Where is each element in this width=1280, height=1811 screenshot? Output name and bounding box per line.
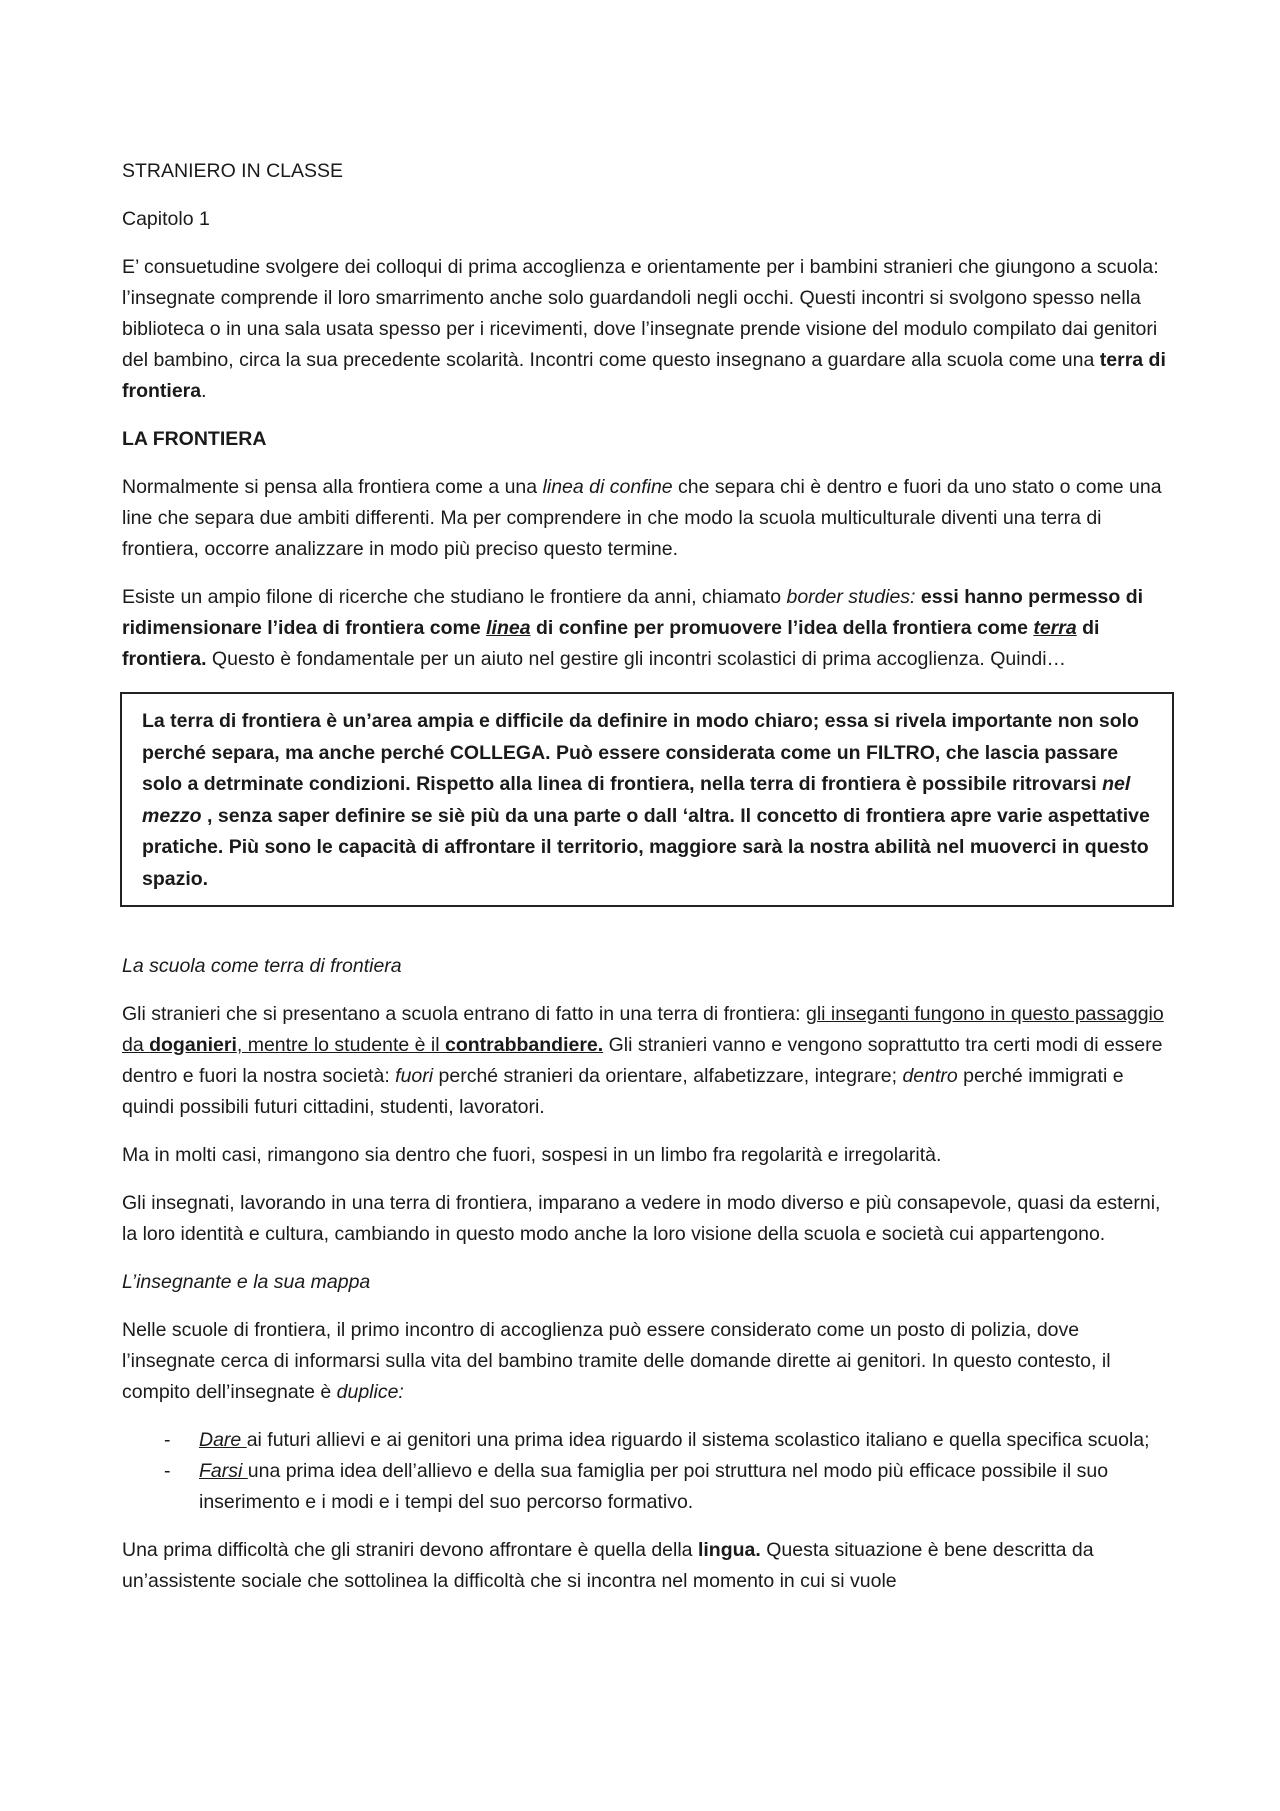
document-title: STRANIERO IN CLASSE [122, 160, 344, 182]
duties-list [122, 1425, 1172, 1518]
intro-paragraph: E’ consuetudine svolgere dei colloqui di prima accoglienza e orientamente per i bambini stranieri che giungono a scuola: l’insegnate comprende il loro smarrimento anche solo guardandoli negli occhi. Questi incontri si svolgono spesso nella biblioteca o in una sala usata spesso per i ricevimenti, dove l’insegnate prende visione del modulo compilato dai genitori del bambino, circa la sua precedente scolarità. Incontri come questo insegnano a guardare alla scuola come una terra di frontiera. [122, 256, 1166, 402]
section-heading-scuola: La scuola come terra di frontiera [122, 955, 402, 977]
section-heading-frontiera: LA FRONTIERA [122, 428, 267, 450]
paragraph-scuola-2: Ma in molti casi, rimangono sia dentro che fuori, sospesi in un limbo fra regolarità e irregolarità. [122, 1144, 942, 1166]
list-item: - Farsi una prima idea dell’allievo e della sua famiglia per poi struttura nel modo più efficace possibile il suo inserimento e i modi e i tempi del suo percorso formativo. [122, 1456, 1172, 1518]
paragraph-scuola-3: Gli insegnati, lavorando in una terra di frontiera, imparano a vedere in modo diverso e più consapevole, quasi da esterni, la loro identità e cultura, cambiando in questo modo anche la loro visione della scuola e società cui appartengono. [122, 1192, 1161, 1245]
chapter-label: Capitolo 1 [122, 208, 210, 230]
definition-box: La terra di frontiera è un’area ampia e difficile da definire in modo chiaro; essa si rivela importante non solo perché separa, ma anche perché COLLEGA. Può essere considerata come un FILTRO, che lascia passare solo a detrminate condizioni. Rispetto alla linea di frontiera, nella terra di frontiera è possibile ritrovarsi nel mezzo , senza saper definire se siè più da una parte o dall ‘altra. Il concetto di frontiera apre varie aspettative pratiche. Più sono le capacità di affrontare il territorio, maggiore sarà la nostra abilità nel muoverci in questo spazio. [120, 692, 1174, 907]
paragraph-mappa-2: Una prima difficoltà che gli straniri devono affrontare è quella della lingua. Questa situazione è bene descritta da un’assistente sociale che sottolinea la difficoltà che si incontra nel momento in cui si vuole [122, 1539, 1094, 1592]
list-item: - Dare ai futuri allievi e ai genitori una prima idea riguardo il sistema scolastico italiano e quella specifica scuola; [122, 1425, 1172, 1456]
paragraph-frontiera-1: Normalmente si pensa alla frontiera come a una linea di confine che separa chi è dentro e fuori da uno stato o come una line che separa due ambiti differenti. Ma per comprendere in che modo la scuola multiculturale diventi una terra di frontiera, occorre analizzare in modo più preciso questo termine. [122, 476, 1162, 560]
paragraph-scuola-1: Gli stranieri che si presentano a scuola entrano di fatto in una terra di frontiera: gli inseganti fungono in questo passaggio da doganieri, mentre lo studente è il contrabbandiere. Gli stranieri vanno e vengono soprattutto tra certi modi di essere dentro e fuori la nostra società: fuori perché stranieri da orientare, alfabetizzare, integrare; dentro perché immigrati e quindi possibili futuri cittadini, studenti, lavoratori. [122, 1003, 1164, 1118]
document-page [122, 156, 1172, 1614]
paragraph-frontiera-2: Esiste un ampio filone di ricerche che studiano le frontiere da anni, chiamato border studies: essi hanno permesso di ridimensionare l’idea di frontiera come linea di confine per promuovere l’idea della frontiera come terra di frontiera. Questo è fondamentale per un aiuto nel gestire gli incontri scolastici di prima accoglienza. Quindi… [122, 586, 1144, 670]
bold-phrase: terra di frontiera [122, 349, 1166, 402]
paragraph-mappa-1: Nelle scuole di frontiera, il primo incontro di accoglienza può essere considerato come un posto di polizia, dove l’insegnate cerca di informarsi sulla vita del bambino tramite delle domande dirette ai genitori. In questo contesto, il compito dell’insegnate è duplice: [122, 1319, 1111, 1403]
section-heading-mappa: L’insegnante e la sua mappa [122, 1271, 371, 1293]
